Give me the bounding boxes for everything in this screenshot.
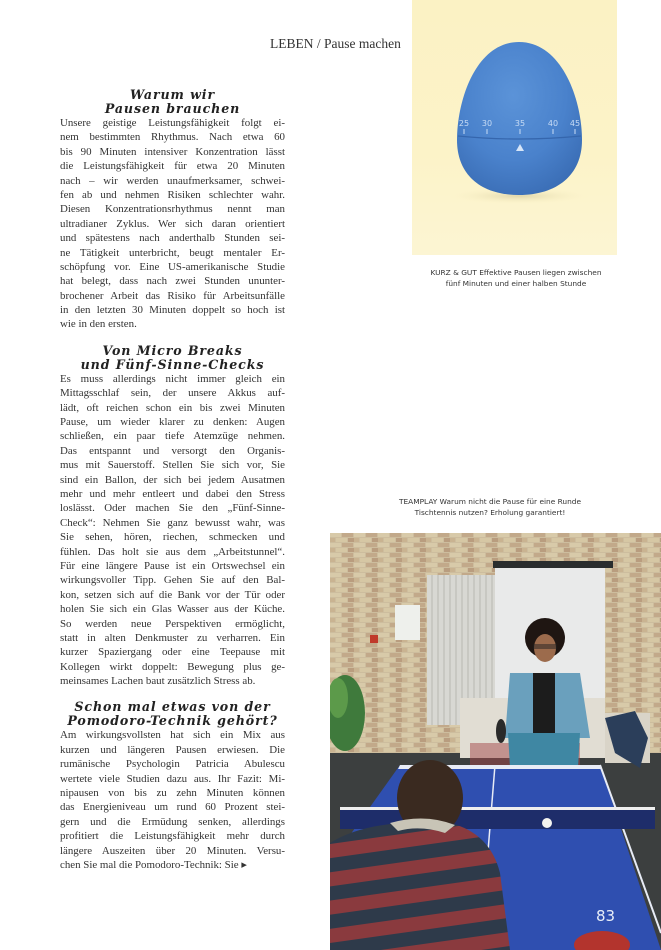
dial-label: 45	[569, 119, 581, 128]
body-line: chen Sie mal die Pomodoro-Technik: Sie ▸	[60, 858, 247, 871]
body-line: nipausen von bis zu zehn Minuten können	[60, 787, 285, 800]
ping-pong-caption	[360, 496, 620, 518]
heading-line: und Fünf-Sinne-Checks	[80, 356, 265, 372]
section-body	[60, 372, 285, 689]
body-line: Unsere geistige Leistungsfähigkeit folgt ei-	[60, 117, 285, 129]
body-line: Sie sehen, hören, riechen, schmecken und	[60, 531, 285, 544]
body-line: So werden neue Perspektiven ermöglicht,	[60, 617, 285, 630]
body-line: Es muss allerdings nicht immer gleich ein	[60, 372, 285, 385]
body-line: kurzer Spaziergang oder eine Teepause mit	[60, 646, 285, 659]
dial-label: 35	[514, 119, 526, 128]
section-header: LEBEN / Pause machen	[270, 36, 401, 51]
body-line: Pause, um wieder klarer zu denken: Augen	[60, 416, 285, 429]
body-line: mehr und mehr entleert und dabei den Stress	[60, 487, 285, 500]
egg-timer-photo	[412, 0, 617, 255]
section-body	[60, 728, 285, 872]
body-line: das Energieniveau um rund 60 Prozent stei-	[60, 801, 285, 814]
body-line: meinsames Lachen baut zusätzlich Stress ab.	[60, 675, 256, 688]
section-heading	[60, 88, 285, 116]
body-line: nem bestimmten Rhythmus. Nach etwa 60	[60, 131, 285, 144]
body-line: profitiert die Leistungsfähigkeit mehr durch	[60, 830, 285, 843]
body-line: mus mit Sauerstoff. Stellen Sie sich vor, Sie	[60, 459, 285, 472]
body-line: schöpfung vor. Eine US-amerikanische Studie	[60, 260, 285, 273]
heading-line: Schon mal etwas von der	[74, 699, 271, 715]
section-micro-breaks	[60, 344, 285, 689]
caption-line: Tischtennis nutzen? Erholung garantiert!	[414, 508, 566, 517]
caption-line: fünf Minuten und einer halben Stunde	[445, 279, 587, 288]
body-line: rumänische Psychologin Patricia Abulescu	[60, 758, 285, 771]
dial-label: 30	[481, 119, 493, 128]
body-line: in den letzten 30 Minuten doppelt so hoch ist	[60, 304, 285, 317]
body-line: kon, setzen sich auf die Bank vor der Tür oder	[60, 588, 285, 601]
body-line: fen ab und nehmen Risiken schlechter wahr.	[60, 188, 285, 201]
ping-pong-photo	[330, 533, 661, 950]
body-line: sind ein Ballon, der sich bei jedem Ausatmen	[60, 473, 285, 486]
body-line: Für eine längere Pause ist ein Ortswechsel ein	[60, 559, 285, 572]
caption-line: KURZ & GUT Effektive Pausen liegen zwischen	[430, 268, 602, 277]
body-line: Check“: Nehmen Sie ganz bewusst wahr, was	[60, 516, 285, 529]
body-line: schließen, ein paar tiefe Atemzüge nehmen.	[60, 430, 285, 443]
ping-pong-illustration	[330, 533, 661, 950]
dial-label: 25	[458, 119, 470, 128]
body-line: Diesen Konzentrationsrhythmus nennt man	[60, 203, 285, 216]
heading-line: Von Micro Breaks	[102, 342, 243, 358]
body-line: Kollegen wirkt doppelt: Bewegung plus ge-	[60, 660, 285, 673]
section-pomodoro	[60, 700, 285, 872]
body-line: ne Tätigkeit unterbricht, beugt mentaler Er-	[60, 246, 285, 259]
section-heading	[60, 344, 285, 372]
section-body	[60, 116, 285, 332]
article-column	[60, 88, 285, 872]
body-line: ultradianer Zyklus. Wer sich daran orientiert	[60, 217, 285, 230]
heading-line: Pomodoro-Technik gehört?	[67, 713, 278, 729]
heading-line: Pausen brauchen	[104, 101, 241, 116]
body-line: die Leistungsfähigkeit für etwa 20 Minuten	[60, 160, 285, 173]
section-why-breaks	[60, 88, 285, 332]
section-heading	[60, 700, 285, 728]
body-line: loslässt. Oder machen Sie den „Fünf-Sinne-	[60, 502, 285, 515]
dial-label: 40	[547, 119, 559, 128]
body-line: lädt, oft reichen schon ein bis zwei Minuten	[60, 401, 285, 414]
egg-timer-caption	[405, 267, 627, 289]
body-line: und spätestens nach anderthalb Stunden sei-	[60, 232, 285, 245]
body-line: fühlen. Das holt sie aus dem „Arbeitstunnel“.	[60, 545, 285, 558]
body-line: Mittagsschlaf sein, der unsere Akkus auf-	[60, 387, 285, 400]
body-line: statt in alten Denkmuster zu verharren. Ein	[60, 631, 285, 644]
body-line: längere Auszeiten über 20 Minuten. Versu-	[60, 844, 285, 857]
body-line: brochener Arbeit das Risiko für Arbeitsunfälle	[60, 289, 285, 302]
body-line: bis 90 Minuten intensiver Konzentration lässt	[60, 145, 285, 158]
caption-line: TEAMPLAY Warum nicht die Pause für eine Runde	[398, 497, 582, 506]
body-line: kurzen und längeren Pausen erwiesen. Die	[60, 743, 285, 756]
body-line: nach – wir werden unaufmerksamer, schwei-	[60, 174, 285, 187]
body-line: wirkungsvoller Tipp. Gehen Sie auf den Bal-	[60, 574, 285, 587]
body-line: holen Sie sich ein Glas Wasser aus der Küche.	[60, 603, 285, 616]
body-line: Am wirkungsvollsten hat sich ein Mix aus	[60, 729, 285, 742]
page-number: 83	[596, 907, 616, 925]
body-line: hat belegt, dass nach zwei Stunden ununter-	[60, 275, 285, 288]
body-line: wie in den ersten.	[60, 318, 137, 331]
body-line: gern und die Ermüdung senken, allerdings	[60, 815, 285, 828]
body-line: wertete viele Studien dazu aus. Ihr Fazit: Mi-	[60, 772, 285, 785]
egg-timer-illustration	[412, 0, 617, 255]
body-line: Das entspannt und versorgt den Organis-	[60, 444, 285, 457]
heading-line: Warum wir	[129, 87, 216, 102]
